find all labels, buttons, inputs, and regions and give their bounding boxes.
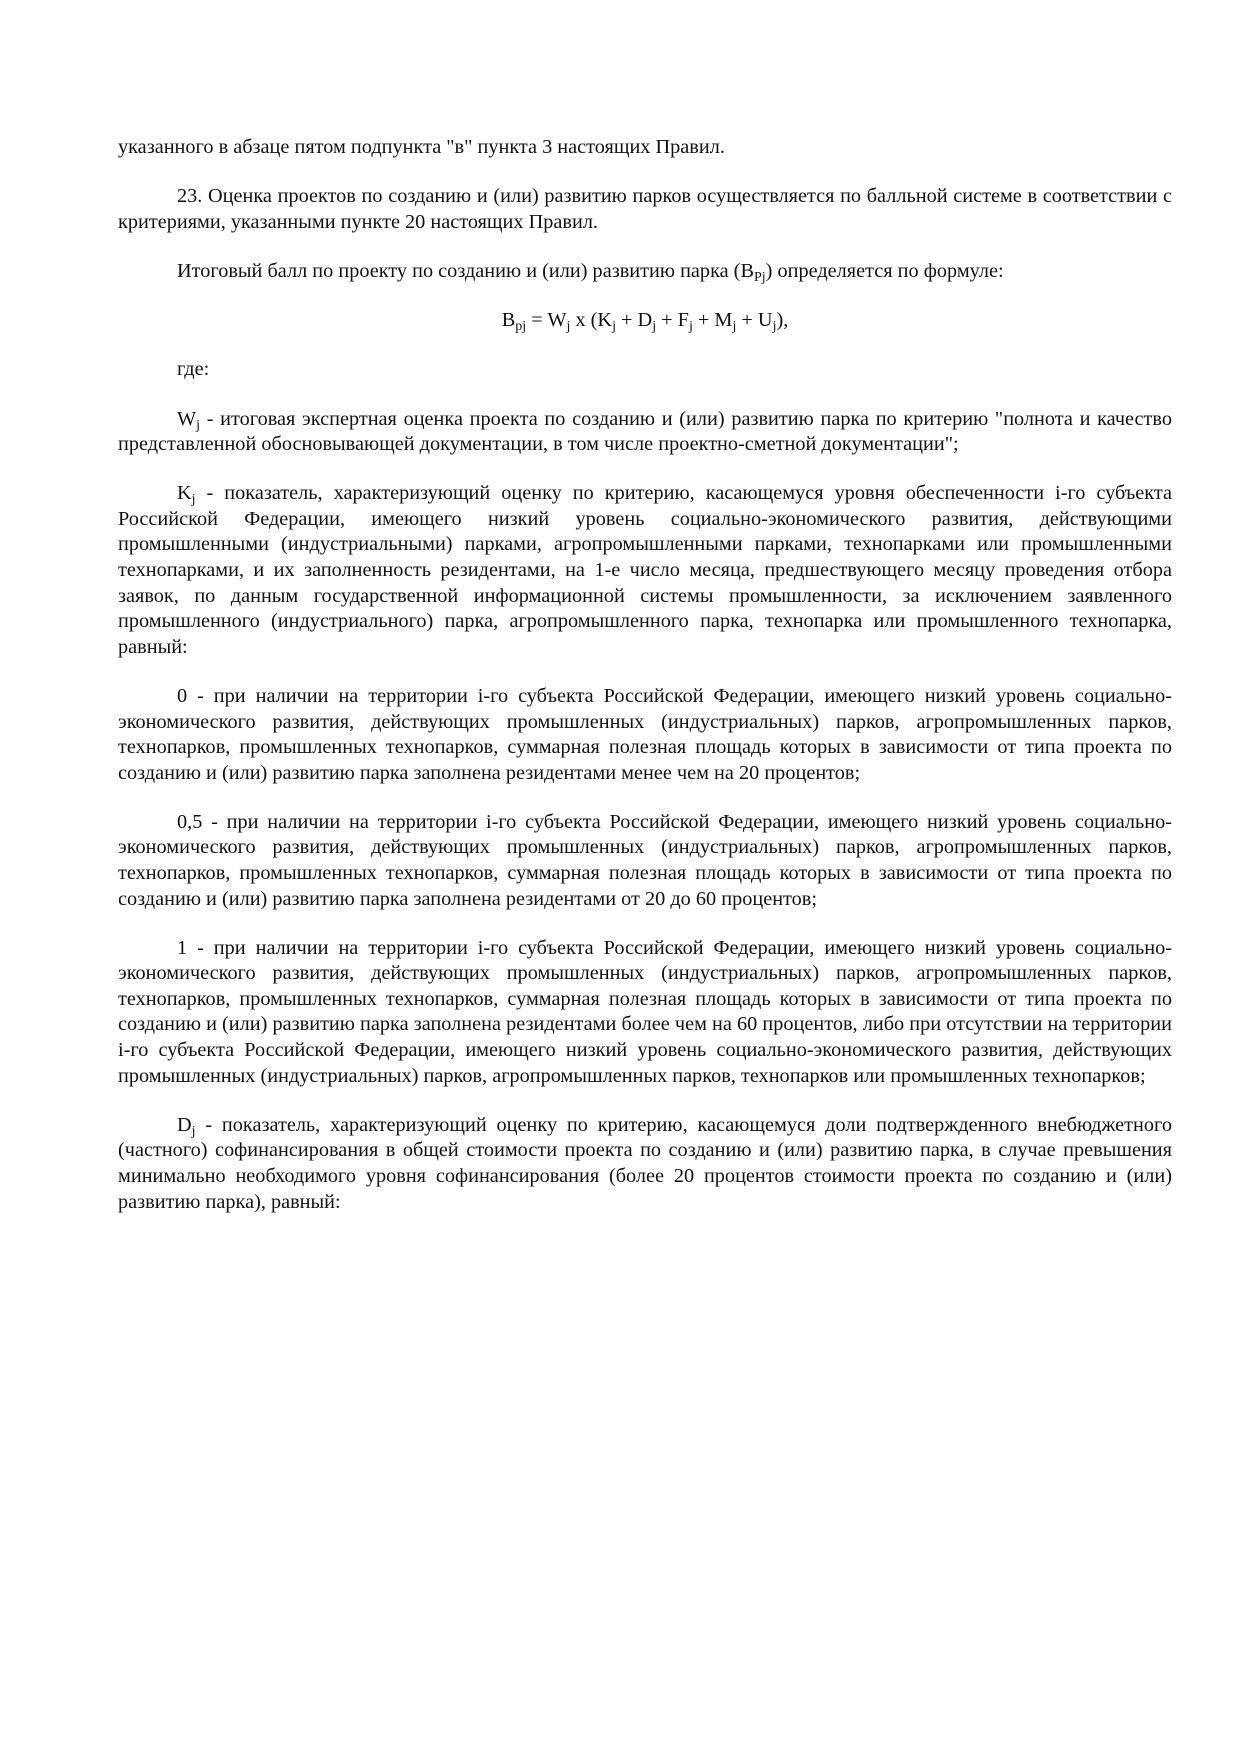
subscript: j (652, 319, 657, 335)
formula-term: + M (692, 309, 733, 332)
formula-term: + F (656, 309, 689, 332)
symbol: W (177, 407, 197, 430)
subscript: j (566, 319, 571, 335)
paragraph-intro-tail: указанного в абзаце пятом подпункта "в" пункта 3 настоящих Правил. (118, 136, 725, 158)
formula-term: + D (615, 309, 653, 332)
formula-term: x (K (570, 309, 613, 332)
symbol: D (177, 1113, 192, 1136)
symbol: K (177, 482, 192, 505)
where-label: где: (177, 358, 210, 381)
subscript: j (732, 319, 737, 335)
text: ) определяется по формуле: (765, 259, 1004, 282)
text: - итоговая экспертная оценка проекта по созданию и (или) развитию парка по критерию "полнота и качество представленной обосновывающей документации, в том числе проектно-сметной документации"; (118, 407, 1172, 456)
paragraph-total-score (118, 259, 1172, 285)
subscript: j (612, 319, 616, 335)
text: - показатель, характеризующий оценку по критерию, касающемуся уровня обеспеченности i-го субъекта Российской Федерации, имеющего низкий уровень социально-экономического развития, действующими промышленными (индустриальными) парками, агропромышленными парками, технопарками или промышленными технопарками, и их заполненность резидентами, на 1-е число месяца, предшествующего месяцу проведения отбора заявок, по данным государственной информационной системы промышленности, за исключением заявленного промышленного (индустриального) парка, агропромышленного парка, технопарка или промышленного технопарка, равный: (118, 482, 1172, 658)
paragraph-k-1: 1 - при наличии на территории i-го субъекта Российской Федерации, имеющего низкий уровень социально-экономического развития, действующих промышленных (индустриальных) парков, агропромышленных парков, технопарков, промышленных технопарков, суммарная полезная площадь которых в зависимости от типа проекта по созданию и (или) развитию парка заполнена резидентами более чем на 60 процентов, либо при отсутствии на территории i-го субъекта Российской Федерации, имеющего низкий уровень социально-экономического развития, действующих промышленных (индустриальных) парков, агропромышленных парков, технопарков или промышленных технопарков; (118, 936, 1172, 1087)
formula-term: = W (526, 309, 567, 332)
formula-term: + U (736, 309, 773, 332)
subscript: j (688, 319, 693, 335)
subscript: pj (515, 319, 527, 335)
subscript: Pj (753, 269, 766, 285)
subscript: j (772, 319, 777, 335)
formula (118, 308, 1172, 334)
text: - показатель, характеризующий оценку по критерию, касающемуся доли подтвержденного внебюджетного (частного) софинансирования в общей стоимости проекта по созданию и (или) развитию парка, в случае превышения минимально необходимого уровня софинансирования (более 20 процентов стоимости проекта по созданию и (или) развитию парка), равный: (118, 1113, 1172, 1213)
paragraph-k-0: 0 - при наличии на территории i-го субъекта Российской Федерации, имеющего низкий уровень социально-экономического развития, действующих промышленных (индустриальных) парков, агропромышленных парков, технопарков, промышленных технопарков, суммарная полезная площадь которых в зависимости от типа проекта по созданию и (или) развитию парка заполнена резидентами менее чем на 20 процентов; (118, 684, 1172, 784)
subscript: j (191, 1123, 196, 1139)
subscript: j (191, 492, 196, 508)
formula-term: B (501, 309, 516, 332)
paragraph-k (118, 481, 1172, 660)
paragraph-w (118, 407, 1172, 458)
paragraph-d (118, 1113, 1172, 1215)
paragraph-k-05: 0,5 - при наличии на территории i-го субъекта Российской Федерации, имеющего низкий уровень социально-экономического развития, действующих промышленных (индустриальных) парков, агропромышленных парков, технопарков, промышленных технопарков, суммарная полезная площадь которых в зависимости от типа проекта по созданию и (или) развитию парка заполнена резидентами от 20 до 60 процентов; (118, 810, 1172, 910)
document-page (118, 135, 1172, 1239)
paragraph-23: 23. Оценка проектов по созданию и (или) развитию парков осуществляется по балльной системе в соответствии с критериями, указанными пункте 20 настоящих Правил. (118, 185, 1172, 233)
formula-term: ), (776, 309, 789, 332)
subscript: j (196, 417, 201, 433)
text: Итоговый балл по проекту по созданию и (или) развитию парка (B (177, 259, 754, 282)
